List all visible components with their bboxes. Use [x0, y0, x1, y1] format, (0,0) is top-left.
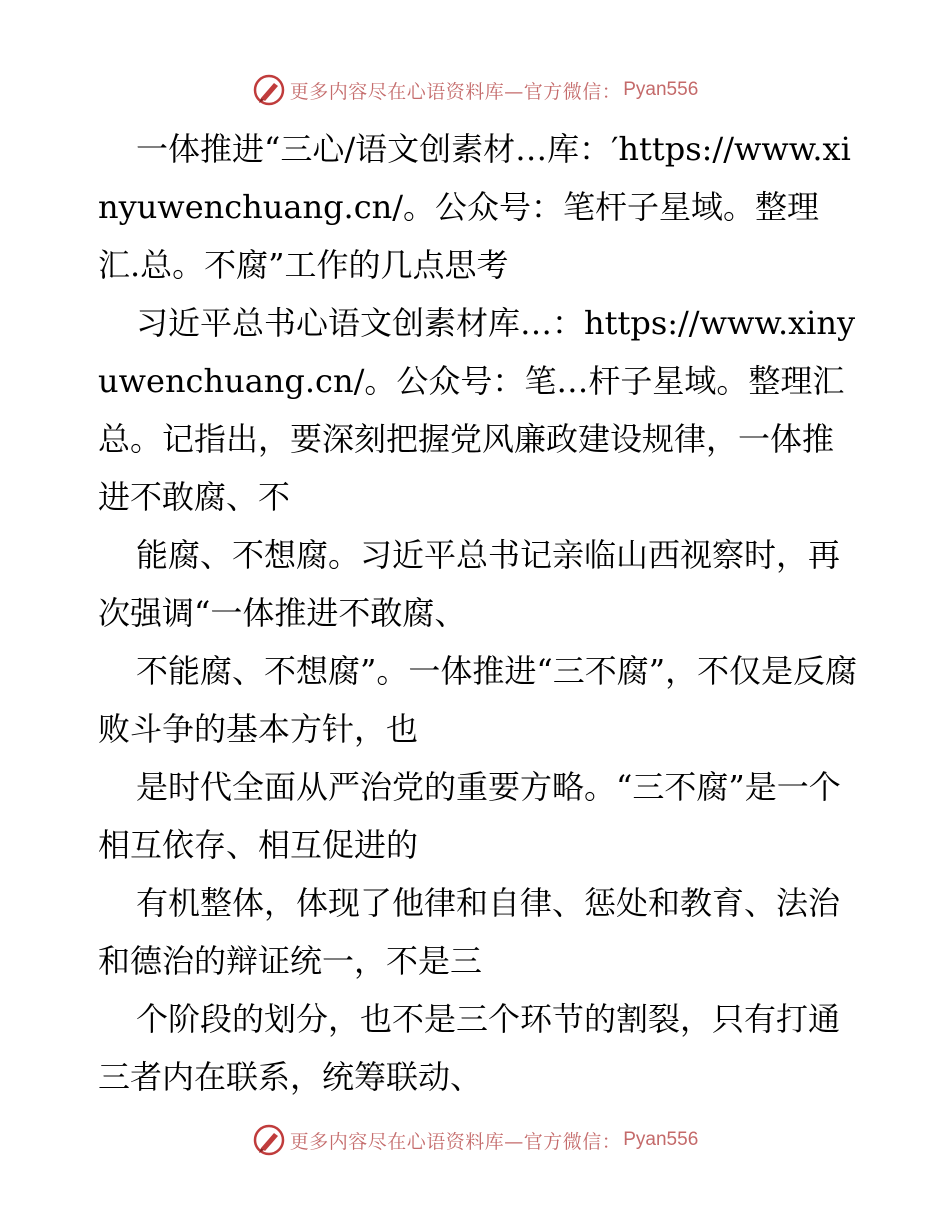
watermark-id: Pyan556	[623, 79, 699, 100]
watermark-text: 更多内容尽在心语资料库—官方微信：	[289, 1130, 622, 1153]
pen-logo-icon	[252, 1123, 286, 1157]
footer-watermark	[0, 1120, 950, 1160]
paragraph: 不能腐、不想腐”。一体推进“三不腐”，不仅是反腐败斗争的基本方针，也	[98, 652, 858, 748]
header-watermark	[0, 70, 950, 110]
paragraph: 习近平总书心语文创素材库…：https://www.xinyuwenchuang.cn/。公众号：笔…杆子星域。整理汇总。记指出，要深刻把握党风廉政建设规律，一体推进不敢腐、不	[98, 304, 856, 516]
watermark-id: Pyan556	[623, 1129, 699, 1150]
paragraph: 有机整体，体现了他律和自律、惩处和教育、法治和德治的辩证统一，不是三	[98, 884, 841, 980]
watermark-text: 更多内容尽在心语资料库—官方微信：	[289, 80, 622, 103]
paragraph: 一体推进“三心/语文创素材…库：′https://www.xinyuwenchuang.cn/。公众号：笔杆子星域。整理汇.总。不腐”工作的几点思考	[98, 130, 851, 284]
paragraph: 能腐、不想腐。习近平总书记亲临山西视察时，再次强调“一体推进不敢腐、	[98, 536, 841, 632]
document-body	[98, 120, 858, 1106]
paragraph: 个阶段的划分，也不是三个环节的割裂，只有打通三者内在联系，统筹联动、	[98, 1000, 841, 1096]
paragraph: 是时代全面从严治党的重要方略。“三不腐”是一个相互依存、相互促进的	[98, 768, 841, 864]
pen-logo-icon	[252, 73, 286, 107]
